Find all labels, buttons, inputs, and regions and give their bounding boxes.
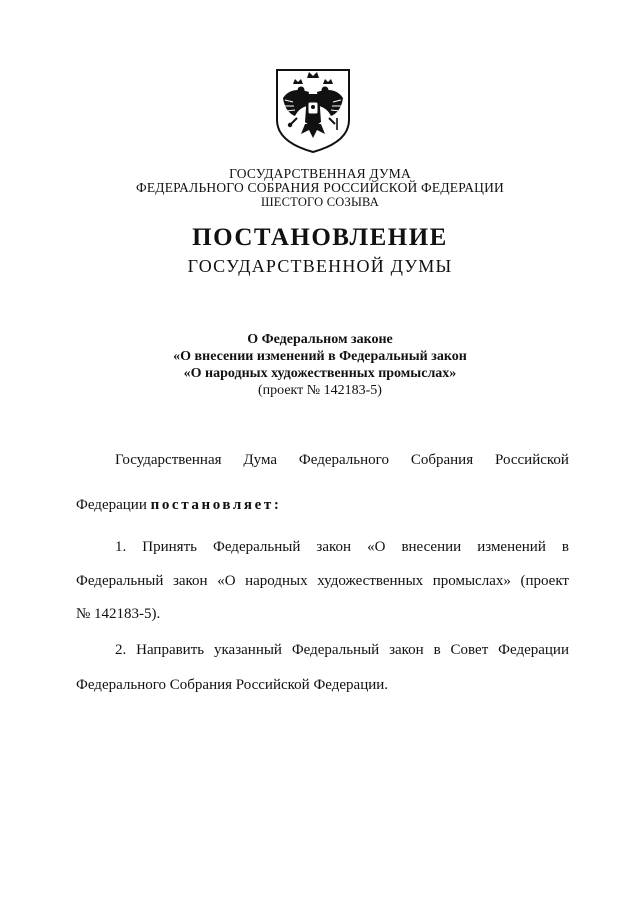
item-1-word: закон: [316, 539, 352, 555]
preamble-word: Дума: [243, 452, 278, 468]
item-1-line-3: № 142183-5).: [76, 606, 161, 622]
preamble-line-2: [76, 497, 569, 514]
item-2-word: Совет: [450, 642, 489, 658]
item-2-word: Федерации: [498, 642, 569, 658]
preamble-word: Государственная: [115, 452, 222, 468]
preamble-word: Собрания: [410, 452, 474, 468]
item-2-line-1: [115, 642, 569, 659]
header-federal-assembly: ФЕДЕРАЛЬНОГО СОБРАНИЯ РОССИЙСКОЙ ФЕДЕРАЦИИ: [136, 180, 504, 195]
item-2-word: указанный: [213, 642, 282, 658]
preamble-decree-word: постановляет:: [150, 497, 282, 513]
item-1-word: внесении: [401, 539, 462, 555]
item-2-word: 2.: [115, 642, 127, 658]
item-1-word: в: [561, 539, 569, 555]
subject-line-2: «О внесении изменений в Федеральный закон: [173, 349, 467, 364]
subject-line-3: «О народных художественных промыслах»: [183, 366, 457, 381]
item-2-word: в: [433, 642, 441, 658]
item-1-line-1: [115, 539, 569, 556]
item-1-word: Федеральный: [76, 573, 164, 589]
coat-of-arms-icon: [271, 68, 355, 154]
item-1-word: народных: [245, 573, 308, 589]
item-2-word: Федеральный: [291, 642, 380, 658]
document-type-title: ПОСТАНОВЛЕНИЕ: [192, 224, 448, 251]
item-1-word: 1.: [115, 539, 127, 555]
subject-line-1: О Федеральном законе: [247, 332, 393, 347]
item-1-word: «О: [217, 573, 236, 589]
item-2-line-2: Федерального Собрания Российской Федерации.: [76, 677, 389, 693]
subject-draft-number: (проект № 142183-5): [258, 383, 382, 398]
item-1-word: промыслах»: [432, 573, 511, 589]
item-1-line-2: [76, 573, 569, 590]
preamble-word: Российской: [495, 452, 569, 468]
header-duma: ГОСУДАРСТВЕННАЯ ДУМА: [229, 166, 411, 181]
item-1-word: «О: [367, 539, 386, 555]
item-1-word: закон: [172, 573, 208, 589]
document-authority-title: ГОСУДАРСТВЕННОЙ ДУМЫ: [187, 256, 453, 276]
preamble-line-1: [115, 452, 569, 469]
item-1-word: изменений: [477, 539, 546, 555]
item-1-word: (проект: [520, 573, 569, 589]
item-1-word: художественных: [317, 573, 424, 589]
item-2-word: закон: [389, 642, 424, 658]
preamble-word: Федерального: [298, 452, 389, 468]
item-1-word: Принять: [142, 539, 197, 555]
item-1-word: Федеральный: [213, 539, 301, 555]
preamble-text: Федерации: [76, 497, 151, 513]
header-convocation: ШЕСТОГО СОЗЫВА: [260, 195, 380, 209]
item-2-word: Направить: [136, 642, 205, 658]
